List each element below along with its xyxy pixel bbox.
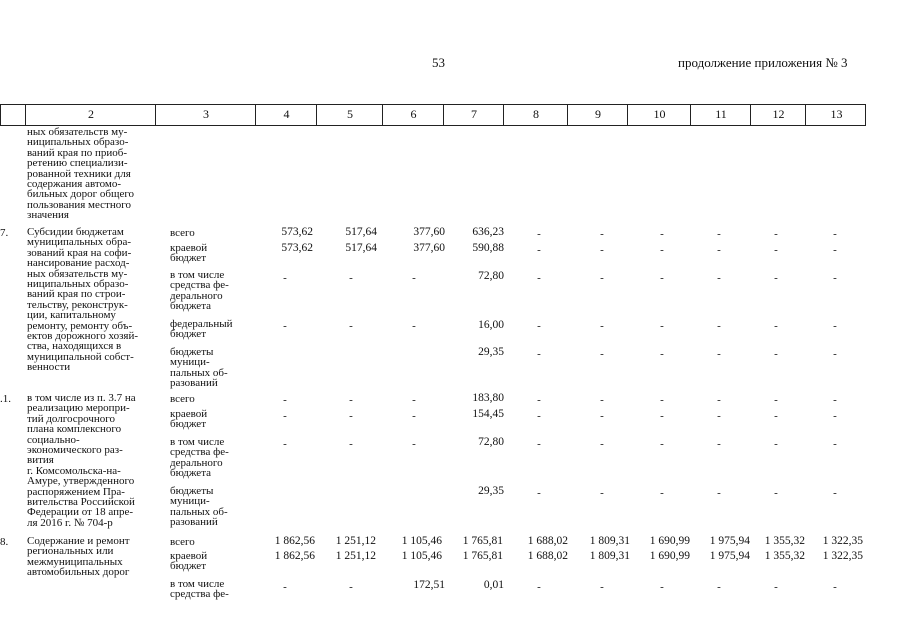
column-header-13: 13 bbox=[830, 107, 843, 121]
column-header-row bbox=[0, 104, 866, 126]
empty-cell-dash: - bbox=[660, 487, 664, 499]
s37-r2-c5: 517,64 bbox=[345, 242, 377, 254]
s37-r1-c7: 636,23 bbox=[472, 226, 504, 238]
empty-cell-dash: - bbox=[537, 228, 541, 240]
s38-label-federal-funds: в том числе средства фе- bbox=[170, 578, 229, 601]
column-header-3: 3 bbox=[203, 107, 209, 121]
empty-cell-dash: - bbox=[349, 394, 353, 406]
empty-cell-dash: - bbox=[349, 438, 353, 450]
s37-r4-c7: 16,00 bbox=[478, 319, 504, 331]
empty-cell-dash: - bbox=[833, 320, 837, 332]
s371-label-municipal: бюджеты муници- пальных об- разований bbox=[170, 485, 228, 529]
empty-cell-dash: - bbox=[537, 244, 541, 256]
empty-cell-dash: - bbox=[833, 438, 837, 450]
empty-cell-dash: - bbox=[660, 410, 664, 422]
s37-label-federal: федеральный бюджет bbox=[170, 318, 233, 341]
empty-cell-dash: - bbox=[717, 320, 721, 332]
s38-r1-cell: 1 975,94 bbox=[709, 535, 750, 547]
empty-cell-dash: - bbox=[660, 394, 664, 406]
empty-cell-dash: - bbox=[600, 487, 604, 499]
empty-cell-dash: - bbox=[774, 438, 778, 450]
empty-cell-dash: - bbox=[660, 320, 664, 332]
column-header-9: 9 bbox=[595, 107, 601, 121]
s38-r1-cell: 1 690,99 bbox=[649, 535, 690, 547]
s37-label-regional: краевой бюджет bbox=[170, 242, 208, 265]
empty-cell-dash: - bbox=[660, 581, 664, 593]
empty-cell-dash: - bbox=[600, 348, 604, 360]
empty-cell-dash: - bbox=[600, 581, 604, 593]
empty-cell-dash: - bbox=[349, 320, 353, 332]
s37-r2-c6: 377,60 bbox=[413, 242, 445, 254]
s38-r1-cell: 1 688,02 bbox=[527, 535, 568, 547]
empty-cell-dash: - bbox=[774, 244, 778, 256]
s38-r2-cell: 1 765,81 bbox=[462, 550, 503, 562]
s37-number: 7. bbox=[0, 227, 9, 239]
empty-cell-dash: - bbox=[774, 348, 778, 360]
empty-cell-dash: - bbox=[412, 394, 416, 406]
column-header-8: 8 bbox=[533, 107, 539, 121]
empty-cell-dash: - bbox=[537, 320, 541, 332]
s38-r1-cell: 1 809,31 bbox=[589, 535, 630, 547]
s38-label-regional: краевой бюджет bbox=[170, 550, 208, 573]
empty-cell-dash: - bbox=[717, 348, 721, 360]
s38-r2-cell: 1 975,94 bbox=[709, 550, 750, 562]
s371-r1-c7: 183,80 bbox=[472, 392, 504, 404]
empty-cell-dash: - bbox=[717, 244, 721, 256]
s38-r1-cell: 1 322,35 bbox=[822, 535, 863, 547]
s38-r1-cell: 1 765,81 bbox=[462, 535, 503, 547]
s37-r2-c7: 590,88 bbox=[472, 242, 504, 254]
empty-cell-dash: - bbox=[600, 410, 604, 422]
s37-label-municipal: бюджеты муници- пальных об- разований bbox=[170, 346, 228, 390]
empty-cell-dash: - bbox=[412, 320, 416, 332]
s37-label-total: всего bbox=[170, 227, 195, 239]
s37-r2-c4: 573,62 bbox=[281, 242, 313, 254]
empty-cell-dash: - bbox=[833, 272, 837, 284]
s38-r1-cell: 1 862,56 bbox=[274, 535, 315, 547]
empty-cell-dash: - bbox=[283, 410, 287, 422]
empty-cell-dash: - bbox=[600, 272, 604, 284]
empty-cell-dash: - bbox=[412, 272, 416, 284]
s37-text: Субсидии бюджетам муниципальных обра- зований края на софи- нансирование расход- ных обязательств му- ниципальных образо- ваний края по строи- тельству, реконструк- ции, капитальному ремонту, ремонту объ- ектов дорожного хозяй- ства, находящихся в муниципальной собст- венности bbox=[27, 226, 139, 374]
s38-r2-cell: 1 355,32 bbox=[764, 550, 805, 562]
empty-cell-dash: - bbox=[717, 438, 721, 450]
column-header-11: 11 bbox=[715, 107, 727, 121]
empty-cell-dash: - bbox=[537, 438, 541, 450]
s38-r2-cell: 1 690,99 bbox=[649, 550, 690, 562]
s38-r2-cell: 1 322,35 bbox=[822, 550, 863, 562]
column-header-4: 4 bbox=[283, 107, 290, 121]
s371-number: .1. bbox=[0, 393, 11, 405]
s38-r2-cell: 1 251,12 bbox=[335, 550, 376, 562]
empty-cell-dash: - bbox=[537, 581, 541, 593]
empty-cell-dash: - bbox=[660, 244, 664, 256]
empty-cell-dash: - bbox=[283, 272, 287, 284]
empty-cell-dash: - bbox=[349, 272, 353, 284]
s38-r3-c6: 172,51 bbox=[413, 579, 445, 591]
empty-cell-dash: - bbox=[412, 410, 416, 422]
empty-cell-dash: - bbox=[412, 438, 416, 450]
empty-cell-dash: - bbox=[537, 272, 541, 284]
s371-r3-c7: 72,80 bbox=[478, 436, 504, 448]
empty-cell-dash: - bbox=[774, 410, 778, 422]
empty-cell-dash: - bbox=[717, 394, 721, 406]
s371-r5-c7: 29,35 bbox=[478, 485, 504, 497]
empty-cell-dash: - bbox=[600, 228, 604, 240]
column-header-2: 2 bbox=[88, 107, 94, 121]
empty-cell-dash: - bbox=[774, 581, 778, 593]
continuation-label: продолжение приложения № 3 bbox=[678, 55, 848, 70]
s371-text: в том числе из п. 3.7 на реализацию меропри- тий долгосрочного плана комплексного социально- экономического раз- вития г. Комсомольска-на- Амуре, утвержденного распоряжением Пра- вительства Российской Федерации от 18 апре- ля 2016 г. № 704-р bbox=[27, 392, 136, 529]
column-header-5: 5 bbox=[347, 107, 353, 121]
s38-r3-c7: 0,01 bbox=[483, 579, 504, 591]
s38-r1-cell: 1 251,12 bbox=[335, 535, 376, 547]
s37-r5-c7: 29,35 bbox=[478, 346, 504, 358]
s371-label-total: всего bbox=[170, 393, 195, 405]
empty-cell-dash: - bbox=[774, 228, 778, 240]
s38-r2-cell: 1 862,56 bbox=[274, 550, 315, 562]
empty-cell-dash: - bbox=[537, 348, 541, 360]
empty-cell-dash: - bbox=[600, 244, 604, 256]
empty-cell-dash: - bbox=[717, 228, 721, 240]
prev-section-text: ных обязательств му- ниципальных образо- ваний края по приоб- ретению специализи- рованной техники для содержания автомо- бильных дорог общего пользования местного значения bbox=[27, 126, 135, 222]
page-number: 53 bbox=[432, 55, 445, 70]
s37-r1-c4: 573,62 bbox=[281, 226, 313, 238]
s37-r1-c6: 377,60 bbox=[413, 226, 445, 238]
empty-cell-dash: - bbox=[717, 581, 721, 593]
s38-label-total: всего bbox=[170, 536, 195, 548]
empty-cell-dash: - bbox=[537, 410, 541, 422]
empty-cell-dash: - bbox=[717, 410, 721, 422]
empty-cell-dash: - bbox=[833, 581, 837, 593]
empty-cell-dash: - bbox=[833, 244, 837, 256]
s371-label-regional: краевой бюджет bbox=[170, 408, 208, 431]
empty-cell-dash: - bbox=[774, 320, 778, 332]
empty-cell-dash: - bbox=[283, 581, 287, 593]
empty-cell-dash: - bbox=[283, 320, 287, 332]
column-header-7: 7 bbox=[471, 107, 477, 121]
s38-r1-cell: 1 105,46 bbox=[401, 535, 442, 547]
empty-cell-dash: - bbox=[660, 228, 664, 240]
empty-cell-dash: - bbox=[717, 487, 721, 499]
s38-r2-cell: 1 105,46 bbox=[401, 550, 442, 562]
empty-cell-dash: - bbox=[833, 394, 837, 406]
empty-cell-dash: - bbox=[283, 438, 287, 450]
column-header-12: 12 bbox=[772, 107, 785, 121]
empty-cell-dash: - bbox=[600, 438, 604, 450]
s38-number: 8. bbox=[0, 536, 9, 548]
empty-cell-dash: - bbox=[349, 410, 353, 422]
empty-cell-dash: - bbox=[660, 348, 664, 360]
empty-cell-dash: - bbox=[833, 487, 837, 499]
empty-cell-dash: - bbox=[774, 487, 778, 499]
empty-cell-dash: - bbox=[660, 438, 664, 450]
empty-cell-dash: - bbox=[283, 394, 287, 406]
empty-cell-dash: - bbox=[717, 272, 721, 284]
s38-text: Содержание и ремонт региональных или межмуниципальных автомобильных дорог bbox=[27, 535, 130, 579]
empty-cell-dash: - bbox=[833, 228, 837, 240]
empty-cell-dash: - bbox=[600, 320, 604, 332]
empty-cell-dash: - bbox=[537, 394, 541, 406]
empty-cell-dash: - bbox=[660, 272, 664, 284]
s38-r2-cell: 1 809,31 bbox=[589, 550, 630, 562]
empty-cell-dash: - bbox=[537, 487, 541, 499]
empty-cell-dash: - bbox=[774, 272, 778, 284]
column-header-6: 6 bbox=[410, 107, 417, 121]
s371-label-federal-funds: в том числе средства фе- дерального бюджета bbox=[170, 436, 229, 480]
empty-cell-dash: - bbox=[833, 348, 837, 360]
s37-label-federal-funds: в том числе средства фе- дерального бюджета bbox=[170, 269, 229, 313]
column-header-10: 10 bbox=[653, 107, 666, 121]
s37-r1-c5: 517,64 bbox=[345, 226, 377, 238]
s37-r3-c7: 72,80 bbox=[478, 270, 504, 282]
s38-r2-cell: 1 688,02 bbox=[527, 550, 568, 562]
s371-r2-c7: 154,45 bbox=[472, 408, 504, 420]
empty-cell-dash: - bbox=[774, 394, 778, 406]
empty-cell-dash: - bbox=[833, 410, 837, 422]
empty-cell-dash: - bbox=[600, 394, 604, 406]
empty-cell-dash: - bbox=[349, 581, 353, 593]
s38-r1-cell: 1 355,32 bbox=[764, 535, 805, 547]
